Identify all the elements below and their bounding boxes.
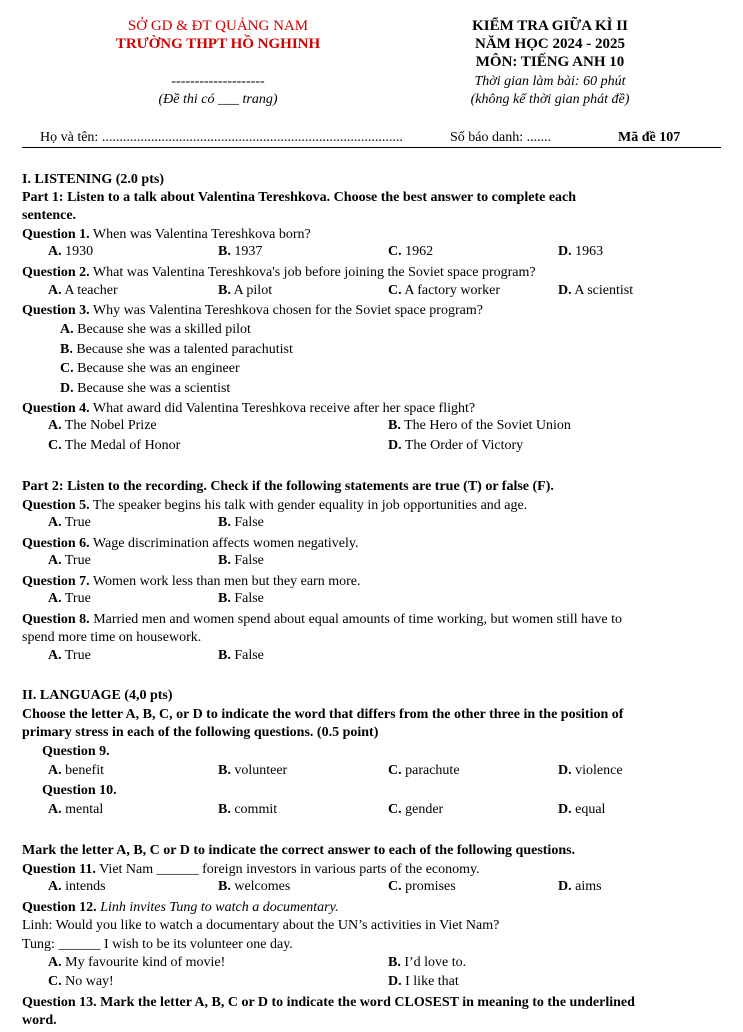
part1-instruction-cont: sentence. (22, 208, 77, 223)
option-d: A scientist (574, 283, 634, 298)
option-c: parachute (405, 763, 460, 778)
question-8-options (0, 647, 743, 665)
option-letter: A. (48, 648, 62, 663)
option-true: True (64, 515, 91, 530)
question-13-instruction-cont: word. (22, 1013, 57, 1028)
question-3-option-a (60, 321, 251, 338)
option-d: The Order of Victory (404, 438, 524, 453)
option-b: A pilot (233, 283, 273, 298)
school-name: TRƯỜNG THPT HỒ NGHINH (115, 36, 321, 52)
question-12-options-ab (0, 954, 743, 972)
option-letter: A. (48, 283, 62, 298)
option-letter: D. (60, 381, 74, 396)
question-text: Married men and women spend about equal amounts of time working, but women still have to (89, 612, 622, 627)
speaker-text: I wish to be its volunteer one day. (100, 937, 293, 952)
option-c: promises (405, 879, 456, 894)
option-letter: A. (48, 879, 62, 894)
option-b: welcomes (234, 879, 291, 894)
question-5 (22, 497, 527, 514)
candidate-number-field: Số báo danh: ....... (450, 130, 552, 145)
subject: MÔN: TIẾNG ANH 10 (475, 54, 625, 70)
option-c: No way! (65, 974, 114, 989)
option-d: Because she was a scientist (77, 381, 231, 396)
question-11 (22, 861, 480, 878)
option-letter: D. (558, 879, 572, 894)
part2-instruction: Part 2: Listen to the recording. Check if the following statements are true (T) or false (F). (22, 479, 554, 494)
exam-code: Mã đề 107 (618, 130, 681, 145)
question-label: Question 1. (22, 227, 90, 242)
option-c: Because she was an engineer (77, 361, 240, 376)
option-true: True (64, 648, 91, 663)
question-3 (22, 302, 483, 319)
option-letter: D. (558, 763, 572, 778)
time-limit: Thời gian làm bài: 60 phút (474, 74, 626, 89)
option-letter: A. (48, 418, 62, 433)
option-a: My favourite kind of movie! (65, 955, 226, 970)
header-dashes: -------------------- (171, 74, 265, 89)
question-text: Viet Nam (95, 862, 157, 877)
answer-blank: ______ (156, 862, 199, 877)
dialogue-linh: Linh: Would you like to watch a documentary about the UN’s activities in Viet Nam? (22, 918, 500, 933)
question-label: Question 12. (22, 900, 97, 915)
question-1-options (0, 243, 743, 261)
stress-instruction-cont: primary stress in each of the following questions. (0.5 point) (22, 725, 379, 740)
option-letter: C. (48, 974, 62, 989)
option-letter: B. (218, 802, 231, 817)
option-true: True (64, 553, 91, 568)
option-a: Because she was a skilled pilot (77, 322, 251, 337)
question-label: Question 4. (22, 401, 90, 416)
question-6-options (0, 552, 743, 570)
option-b: I’d love to. (404, 955, 467, 970)
option-a: A teacher (64, 283, 118, 298)
option-b: 1937 (234, 244, 263, 259)
speaker-text: Tung: (22, 937, 59, 952)
option-a: intends (65, 879, 106, 894)
school-year: NĂM HỌC 2024 - 2025 (475, 36, 625, 52)
question-8-cont: spend more time on housework. (22, 630, 202, 645)
option-letter: D. (388, 438, 402, 453)
exam-title: KIỂM TRA GIỮA KÌ II (472, 18, 628, 34)
option-letter: A. (60, 322, 74, 337)
question-5-options (0, 514, 743, 532)
question-11-options (0, 878, 743, 896)
question-1 (22, 226, 311, 243)
option-letter: A. (48, 802, 62, 817)
question-4-options-ab (0, 417, 743, 435)
option-true: True (64, 591, 91, 606)
section-language-title: II. LANGUAGE (4,0 pts) (22, 688, 173, 703)
option-letter: B. (218, 648, 231, 663)
question-3-option-b (60, 341, 293, 358)
option-letter: B. (218, 763, 231, 778)
question-7 (22, 573, 360, 590)
option-a: The Nobel Prize (64, 418, 157, 433)
option-b: commit (234, 802, 278, 817)
department-name: SỞ GD & ĐT QUẢNG NAM (127, 18, 309, 34)
option-letter: D. (558, 244, 572, 259)
question-4 (22, 400, 475, 417)
option-letter: A. (48, 591, 62, 606)
question-9-options (0, 762, 743, 780)
option-b: volunteer (234, 763, 288, 778)
option-d: 1963 (575, 244, 604, 259)
question-text: What was Valentina Tereshkova's job before joining the Soviet space program? (89, 265, 536, 280)
option-letter: C. (48, 438, 62, 453)
option-letter: C. (60, 361, 74, 376)
mark-instruction: Mark the letter A, B, C or D to indicate the correct answer to each of the following questions. (22, 843, 576, 858)
option-letter: B. (218, 515, 231, 530)
question-label: Question 3. (22, 303, 90, 318)
option-letter: B. (388, 955, 401, 970)
option-letter: B. (60, 342, 73, 357)
question-10-label: Question 10. (42, 783, 117, 798)
option-c: gender (405, 802, 444, 817)
time-note: (không kể thời gian phát đề) (470, 92, 630, 107)
option-letter: D. (558, 283, 572, 298)
option-letter: B. (218, 283, 231, 298)
option-letter: B. (218, 553, 231, 568)
question-13-instruction: Question 13. Mark the letter A, B, C or D to indicate the word CLOSEST in meaning to the underlined (22, 995, 635, 1010)
part1-instruction: Part 1: Listen to a talk about Valentina Tereshkova. Choose the best answer to complete each (22, 190, 577, 205)
option-letter: A. (48, 515, 62, 530)
question-12 (22, 899, 339, 916)
question-label: Question 2. (22, 265, 90, 280)
question-label: Question 8. (22, 612, 90, 627)
section-listening-title: I. LISTENING (2.0 pts) (22, 172, 164, 187)
option-letter: C. (388, 244, 402, 259)
student-name-field: Họ và tên: ...................................................................................... (40, 130, 403, 145)
question-text: Women work less than men but they earn more. (89, 574, 361, 589)
pages-note: (Đề thi có ___ trang) (158, 92, 278, 107)
question-9-label: Question 9. (42, 744, 110, 759)
option-b: Because she was a talented parachutist (76, 342, 293, 357)
stress-instruction: Choose the letter A, B, C, or D to indicate the word that differs from the other three in the position of (22, 707, 624, 722)
question-text: The speaker begins his talk with gender equality in job opportunities and age. (89, 498, 528, 513)
option-letter: D. (558, 802, 572, 817)
option-letter: C. (388, 802, 402, 817)
option-c: The Medal of Honor (64, 438, 181, 453)
option-b: The Hero of the Soviet Union (404, 418, 571, 433)
question-6 (22, 535, 359, 552)
question-text: foreign investors in various parts of the economy. (198, 862, 480, 877)
option-d: violence (575, 763, 623, 778)
option-letter: C. (388, 283, 402, 298)
question-text: Wage discrimination affects women negatively. (89, 536, 359, 551)
question-label: Question 11. (22, 862, 96, 877)
question-label: Question 7. (22, 574, 90, 589)
question-text: Why was Valentina Tereshkova chosen for the Soviet space program? (89, 303, 483, 318)
option-letter: A. (48, 955, 62, 970)
option-d: aims (575, 879, 602, 894)
option-d: I like that (405, 974, 459, 989)
question-text: What award did Valentina Tereshkova receive after her space flight? (89, 401, 476, 416)
option-a: 1930 (65, 244, 94, 259)
question-context: Linh invites Tung to watch a documentary. (96, 900, 339, 915)
option-letter: B. (218, 591, 231, 606)
option-letter: C. (388, 763, 402, 778)
question-12-options-cd (0, 973, 743, 991)
question-label: Question 6. (22, 536, 90, 551)
option-a: benefit (65, 763, 104, 778)
option-letter: D. (388, 974, 402, 989)
option-c: A factory worker (404, 283, 500, 298)
option-d: equal (575, 802, 606, 817)
option-a: mental (65, 802, 104, 817)
question-3-option-d (60, 380, 230, 397)
option-letter: C. (388, 879, 402, 894)
option-false: False (234, 591, 264, 606)
question-text: When was Valentina Tereshkova born? (89, 227, 311, 242)
answer-blank: ______ (58, 937, 101, 952)
option-letter: B. (218, 879, 231, 894)
option-false: False (234, 648, 264, 663)
question-8 (22, 611, 622, 628)
option-letter: B. (218, 244, 231, 259)
option-letter: A. (48, 244, 62, 259)
option-c: 1962 (405, 244, 434, 259)
option-false: False (234, 553, 264, 568)
question-2 (22, 264, 536, 281)
question-7-options (0, 590, 743, 608)
dialogue-tung (22, 936, 293, 953)
question-3-option-c (60, 360, 240, 377)
question-10-options (0, 801, 743, 819)
option-letter: B. (388, 418, 401, 433)
option-letter: A. (48, 763, 62, 778)
header-divider (22, 147, 721, 148)
option-letter: A. (48, 553, 62, 568)
question-2-options (0, 282, 743, 300)
question-4-options-cd (0, 437, 743, 455)
option-false: False (234, 515, 264, 530)
question-label: Question 5. (22, 498, 90, 513)
